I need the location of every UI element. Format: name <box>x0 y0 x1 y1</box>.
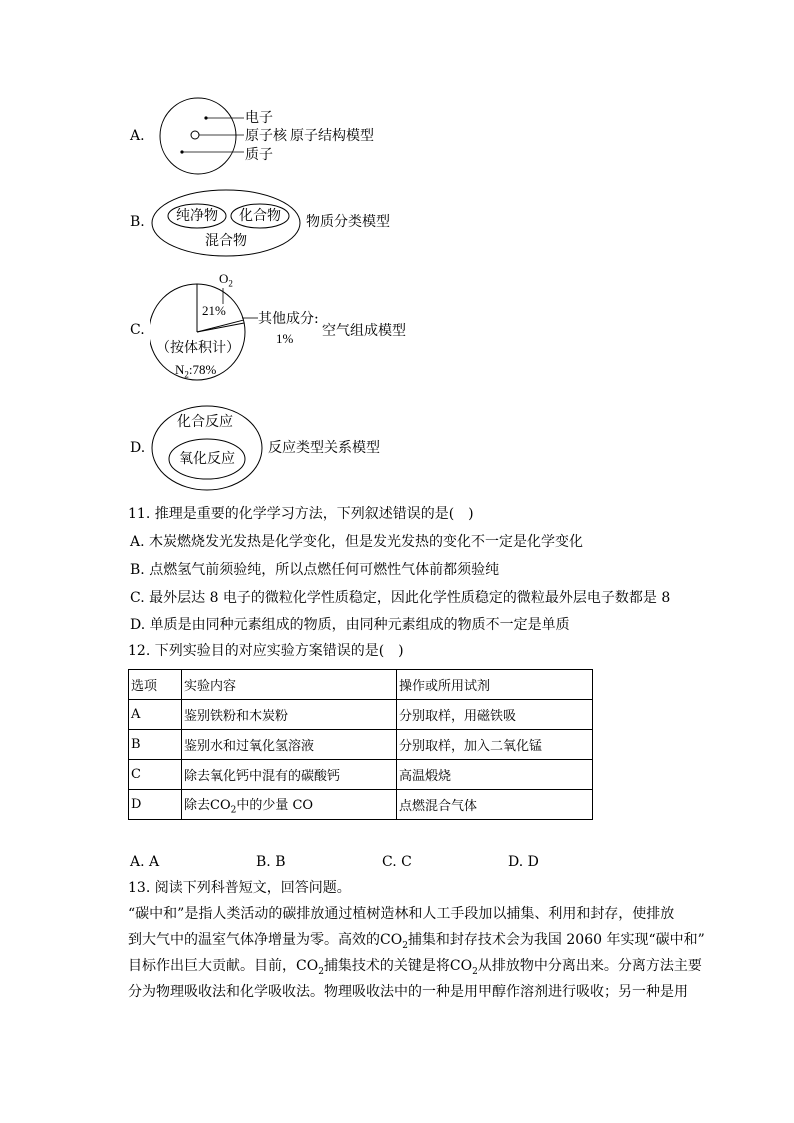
table-header-row <box>129 670 593 700</box>
q11-option-a: A. 木炭燃烧发光发热是化学变化，但是发光发热的变化不一定是化学变化 <box>130 534 584 550</box>
row-c-operation: 高温煅烧 <box>397 760 593 790</box>
label-pure-substance: 纯净物 <box>176 208 218 224</box>
label-mixture: 混合物 <box>205 233 247 249</box>
label-other-percent: 1% <box>276 331 294 346</box>
q13-paragraph-line-3: 目标作出巨大贡献。目前，$CO_2$捕集技术的关键是将$CO_2$从排放物中分离出来。分离方法主要 <box>128 958 702 977</box>
option-d-letter: D. <box>130 440 146 456</box>
q12-stem: 12. 下列实验目的对应实验方案错误的是( ) <box>128 643 404 659</box>
option-a-letter: A. <box>130 128 145 144</box>
row-c-letter: C <box>129 760 182 790</box>
pie-slice-boundary-2 <box>197 323 244 332</box>
q11-option-d: D. 单质是由同种元素组成的物质，由同种元素组成的物质不一定是单质 <box>130 617 570 633</box>
q11-option-b: B. 点燃氢气前须验纯，所以点燃任何可燃性气体前都须验纯 <box>130 562 500 578</box>
caption-atom-model: 原子结构模型 <box>290 128 374 144</box>
q11-option-c: C. 最外层达 8 电子的微粒化学性质稳定，因此化学性质稳定的微粒最外层电子数都是 8 <box>130 590 671 606</box>
q13-paragraph-line-4: 分为物理吸收法和化学吸收法。物理吸收法中的一种是用甲醇作溶剂进行吸收；另一种是用 <box>128 984 688 1000</box>
row-d-letter: D <box>129 790 182 820</box>
header-content: 实验内容 <box>182 670 397 700</box>
option-b-letter: B. <box>130 214 145 230</box>
row-d-operation: 点燃混合气体 <box>397 790 593 820</box>
label-other-components: 其他成分: <box>258 311 319 327</box>
q12-answer-a: A. A <box>130 854 160 870</box>
row-a-content: 鉴别铁粉和木炭粉 <box>182 700 397 730</box>
nucleus-circle <box>191 131 199 139</box>
table-row <box>129 760 593 790</box>
q13-stem: 13. 阅读下列科普短文，回答问题。 <box>128 880 351 896</box>
row-b-operation: 分别取样，加入二氧化锰 <box>397 730 593 760</box>
row-b-letter: B <box>129 730 182 760</box>
q12-table <box>128 669 593 820</box>
row-b-content: 鉴别水和过氧化氢溶液 <box>182 730 397 760</box>
q12-answer-d: D. D <box>508 854 539 870</box>
label-proton: 质子 <box>245 147 273 163</box>
row-a-letter: A <box>129 700 182 730</box>
label-nucleus: 原子核 <box>245 128 287 144</box>
row-a-operation: 分别取样，用磁铁吸 <box>397 700 593 730</box>
row-c-content: 除去氧化钙中混有的碳酸钙 <box>182 760 397 790</box>
label-compound: 化合物 <box>239 208 281 224</box>
table-row <box>129 730 593 760</box>
label-oxidation-reaction: 氧化反应 <box>179 451 235 467</box>
label-electron: 电子 <box>245 110 273 126</box>
label-by-volume: （按体积计） <box>156 340 240 356</box>
label-n2: $N_2:78\%$ <box>175 362 217 380</box>
header-option: 选项 <box>129 670 182 700</box>
q12-answer-c: C. C <box>382 854 412 870</box>
row-d-content: 除去$CO_2$中的少量 CO <box>182 790 397 820</box>
q13-paragraph-line-2: 到大气中的温室气体净增量为零。高效的$CO_2$捕集和封存技术会为我国 2060 年实现“碳中和” <box>128 932 705 951</box>
caption-matter-model: 物质分类模型 <box>306 214 390 230</box>
option-c-letter: C. <box>130 322 145 338</box>
q13-paragraph-line-1: “碳中和”是指人类活动的碳排放通过植树造林和人工手段加以捕集、利用和封存，使排放 <box>128 906 675 922</box>
caption-air-model: 空气组成模型 <box>322 323 406 339</box>
table-row <box>129 790 593 820</box>
q12-answer-b: B. B <box>256 854 286 870</box>
atom-outer-circle <box>160 98 236 174</box>
label-combination-reaction: 化合反应 <box>177 414 233 430</box>
label-o2-percent: 21% <box>202 303 226 318</box>
header-operation: 操作或所用试剂 <box>397 670 593 700</box>
q11-stem: 11. 推理是重要的化学学习方法，下列叙述错误的是( ) <box>128 506 474 522</box>
table-row <box>129 700 593 730</box>
label-o2: $O_2$ <box>219 271 233 289</box>
caption-reaction-model: 反应类型关系模型 <box>268 440 380 456</box>
